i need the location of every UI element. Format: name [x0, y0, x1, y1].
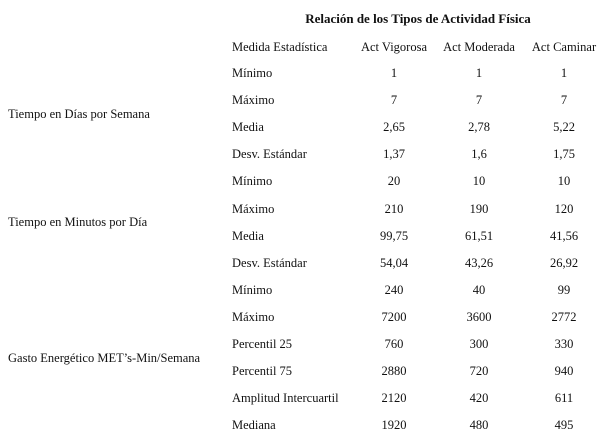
group-label: Tiempo en Minutos por Día [8, 215, 148, 230]
medida-cell: Mediana [232, 418, 276, 433]
act-caminar-cell: 41,56 [549, 228, 579, 243]
medida-cell: Media [232, 120, 264, 135]
act-moderada-cell: 720 [469, 364, 489, 379]
act-vigorosa-cell: 2,65 [383, 120, 405, 135]
act-moderada-cell: 190 [469, 201, 489, 216]
act-caminar-cell: 495 [554, 418, 574, 433]
act-moderada-cell: 420 [469, 391, 489, 406]
medida-cell: Mínimo [232, 282, 273, 297]
medida-cell: Amplitud Intercuartil [232, 391, 339, 406]
act-moderada-cell: 3600 [466, 309, 492, 324]
table-row [0, 418, 606, 432]
act-moderada-cell: 10 [472, 174, 486, 189]
header-medida: Medida Estadística [232, 40, 328, 54]
act-vigorosa-cell: 760 [384, 337, 404, 351]
act-caminar-cell: 120 [554, 201, 574, 216]
act-moderada-cell: 40 [472, 282, 486, 297]
medida-cell: Máximo [232, 309, 275, 324]
medida-cell: Máximo [232, 201, 275, 216]
table-row [0, 66, 606, 80]
table-row [0, 147, 606, 161]
medida-cell: Mínimo [232, 174, 273, 189]
act-caminar-cell: 99 [557, 282, 571, 297]
act-caminar-cell: 2772 [551, 309, 577, 324]
table-row [0, 202, 606, 216]
act-caminar-cell: 10 [557, 174, 571, 189]
act-moderada-cell: 7 [475, 93, 483, 108]
act-vigorosa-cell: 1 [390, 66, 398, 80]
medida-cell: Desv. Estándar [232, 255, 307, 270]
table-row [0, 120, 606, 134]
medida-cell: Máximo [232, 93, 275, 108]
medida-cell: Desv. Estándar [232, 147, 307, 162]
table-row [0, 310, 606, 324]
table-row [0, 391, 606, 405]
act-vigorosa-cell: 2120 [381, 391, 407, 406]
act-caminar-cell: 7 [560, 93, 568, 108]
act-moderada-cell: 300 [469, 337, 489, 351]
act-vigorosa-cell: 2880 [381, 364, 407, 379]
act-caminar-cell: 940 [554, 364, 574, 379]
table-row [0, 256, 606, 270]
table-title: Relación de los Tipos de Actividad Física [305, 11, 531, 26]
act-caminar-cell: 1,75 [553, 147, 575, 162]
act-moderada-cell: 1 [475, 66, 483, 80]
act-caminar-cell: 611 [554, 391, 574, 406]
act-moderada-cell: 43,26 [464, 255, 494, 270]
medida-cell: Mínimo [232, 66, 273, 80]
medida-cell: Percentil 25 [232, 337, 293, 351]
header-act-moderada: Act Moderada [443, 40, 515, 54]
table-row [0, 283, 606, 297]
act-vigorosa-cell: 1920 [381, 418, 407, 433]
header-act-vigorosa: Act Vigorosa [360, 40, 428, 54]
act-vigorosa-cell: 99,75 [379, 228, 409, 243]
medida-cell: Percentil 75 [232, 364, 293, 379]
act-caminar-cell: 26,92 [549, 255, 579, 270]
act-moderada-cell: 2,78 [468, 120, 490, 135]
table-row [0, 174, 606, 188]
table-row [0, 93, 606, 107]
act-vigorosa-cell: 210 [384, 201, 404, 216]
act-vigorosa-cell: 54,04 [379, 255, 409, 270]
act-caminar-cell: 5,22 [553, 120, 575, 135]
medida-cell: Media [232, 228, 264, 243]
act-vigorosa-cell: 7 [390, 93, 398, 108]
act-moderada-cell: 61,51 [464, 228, 494, 243]
act-caminar-cell: 330 [554, 337, 574, 351]
table-row [0, 337, 606, 351]
act-vigorosa-cell: 7200 [381, 309, 407, 324]
act-vigorosa-cell: 240 [384, 282, 404, 297]
table-row [0, 364, 606, 378]
act-moderada-cell: 1,6 [471, 147, 487, 162]
header-act-caminar: Act Caminar [531, 40, 597, 54]
table-row [0, 229, 606, 243]
group-label: Tiempo en Días por Semana [8, 106, 150, 121]
group-label: Gasto Energético MET’s-Min/Semana [8, 350, 201, 365]
act-moderada-cell: 480 [469, 418, 489, 433]
act-caminar-cell: 1 [560, 66, 568, 80]
act-vigorosa-cell: 20 [387, 174, 401, 189]
act-vigorosa-cell: 1,37 [383, 147, 405, 162]
